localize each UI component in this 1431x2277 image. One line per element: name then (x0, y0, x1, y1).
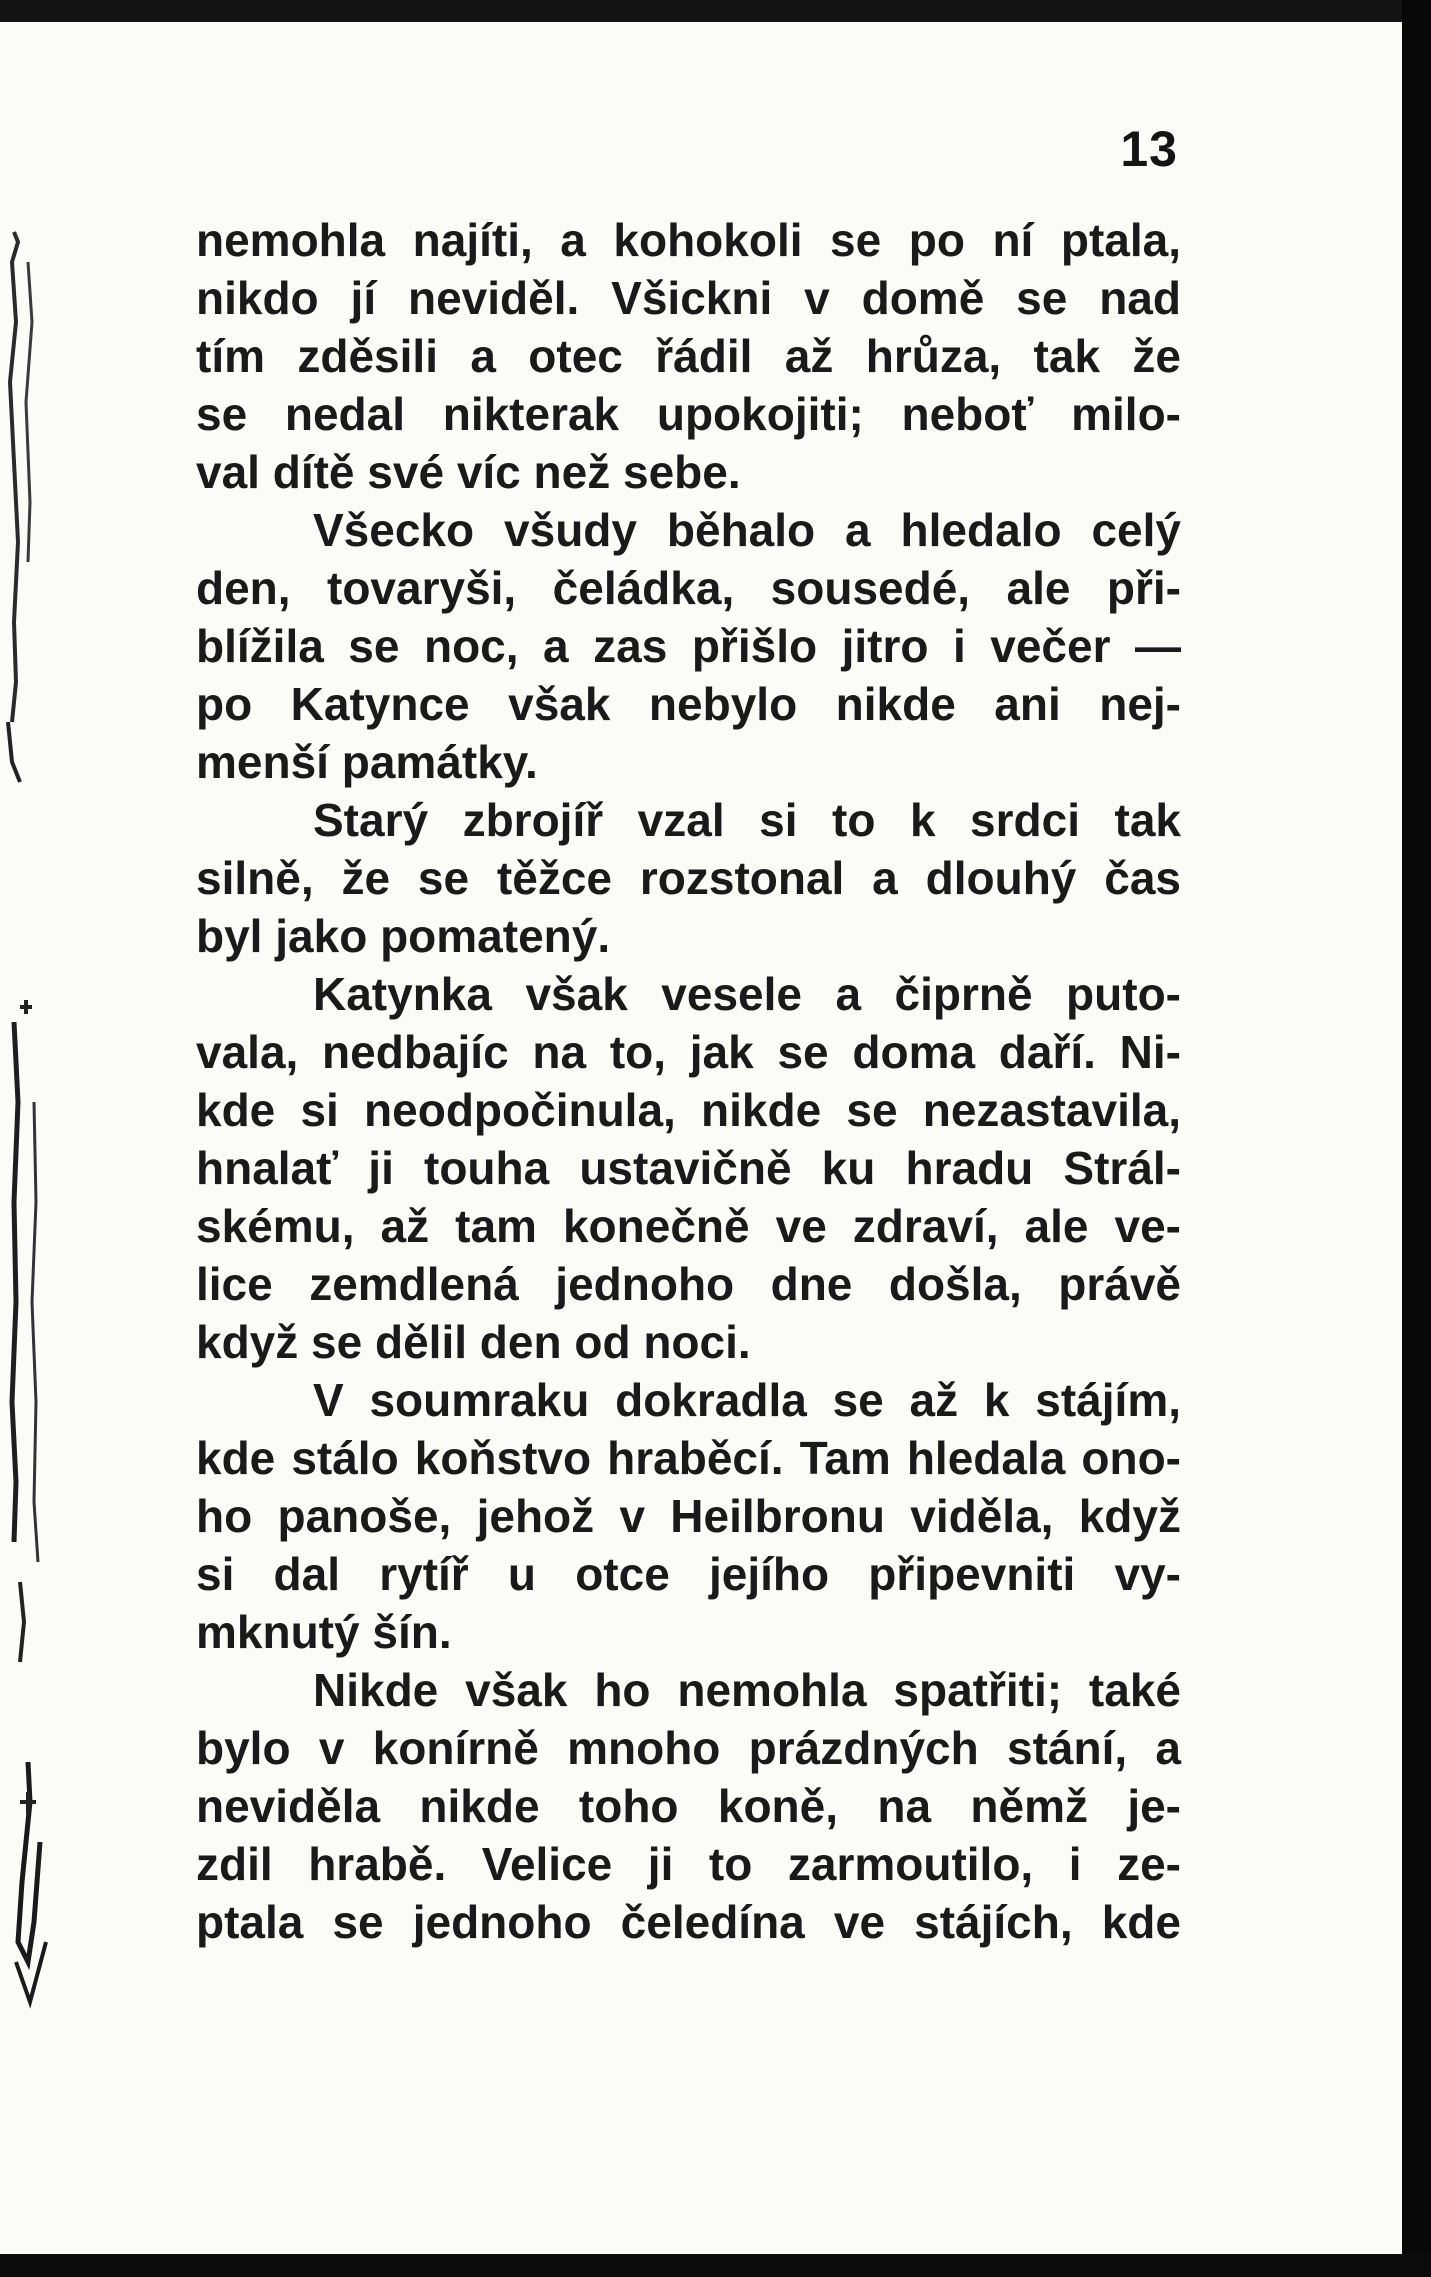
text-line: bylo v konírně mnoho prázdných stání, a (196, 1722, 1181, 1774)
text-line: lice zemdlená jednoho dne došla, právě (196, 1258, 1181, 1310)
text-line: neviděla nikde toho koně, na němž je- (196, 1780, 1181, 1832)
text-line: mknutý šín. (196, 1606, 452, 1658)
text-line: den, tovaryši, čeládka, sousedé, ale při- (196, 562, 1181, 614)
book-page (0, 22, 1402, 2254)
text-line: Nikde však ho nemohla spatřiti; také (313, 1664, 1181, 1716)
text-line: skému, až tam konečně ve zdraví, ale ve- (196, 1200, 1181, 1252)
text-line: Starý zbrojíř vzal si to k srdci tak (313, 794, 1181, 846)
page-number: 13 (1120, 121, 1178, 177)
text-line: ho panoše, jehož v Heilbronu viděla, když (196, 1490, 1181, 1542)
binding-margin-marks (0, 202, 90, 2052)
text-line: V soumraku dokradla se až k stájím, (313, 1374, 1181, 1426)
text-line: když se dělil den od noci. (196, 1316, 751, 1368)
text-line: nikdo jí neviděl. Všickni v domě se nad (196, 272, 1181, 324)
text-line: byl jako pomatený. (196, 910, 611, 962)
text-line: silně, že se těžce rozstonal a dlouhý čas (196, 852, 1181, 904)
text-line: val dítě své víc než sebe. (196, 446, 741, 498)
text-line: tím zděsili a otec řádil až hrůza, tak že (196, 330, 1181, 382)
text-line: Všecko všudy běhalo a hledalo celý (313, 504, 1181, 556)
text-line: zdil hrabě. Velice ji to zarmoutilo, i ze- (196, 1838, 1181, 1890)
body-text (196, 211, 1181, 1951)
scan-border-top (0, 0, 1431, 22)
text-line: Katynka však vesele a čiprně puto- (313, 968, 1181, 1020)
text-line: si dal rytíř u otce jejího připevniti vy- (196, 1548, 1181, 1600)
text-line: nemohla najíti, a kohokoli se po ní ptala, (196, 214, 1181, 266)
text-line: vala, nedbajíc na to, jak se doma daří. Ni- (196, 1026, 1181, 1078)
text-line: kde si neodpočinula, nikde se nezastavila, (196, 1084, 1181, 1136)
text-line: kde stálo koňstvo hraběcí. Tam hledala ono- (196, 1432, 1181, 1484)
text-line: hnalať ji touha ustavičně ku hradu Strál- (196, 1142, 1181, 1194)
scan-border-bottom (0, 2254, 1431, 2277)
text-line: blížila se noc, a zas přišlo jitro i večer — (196, 620, 1181, 672)
scan-border-right (1402, 0, 1431, 2277)
text-line: po Katynce však nebylo nikde ani nej- (196, 678, 1181, 730)
text-line: menší památky. (196, 736, 538, 788)
text-line: ptala se jednoho čeledína ve stájích, kde (196, 1896, 1181, 1948)
text-line: se nedal nikterak upokojiti; neboť milo- (196, 388, 1181, 440)
